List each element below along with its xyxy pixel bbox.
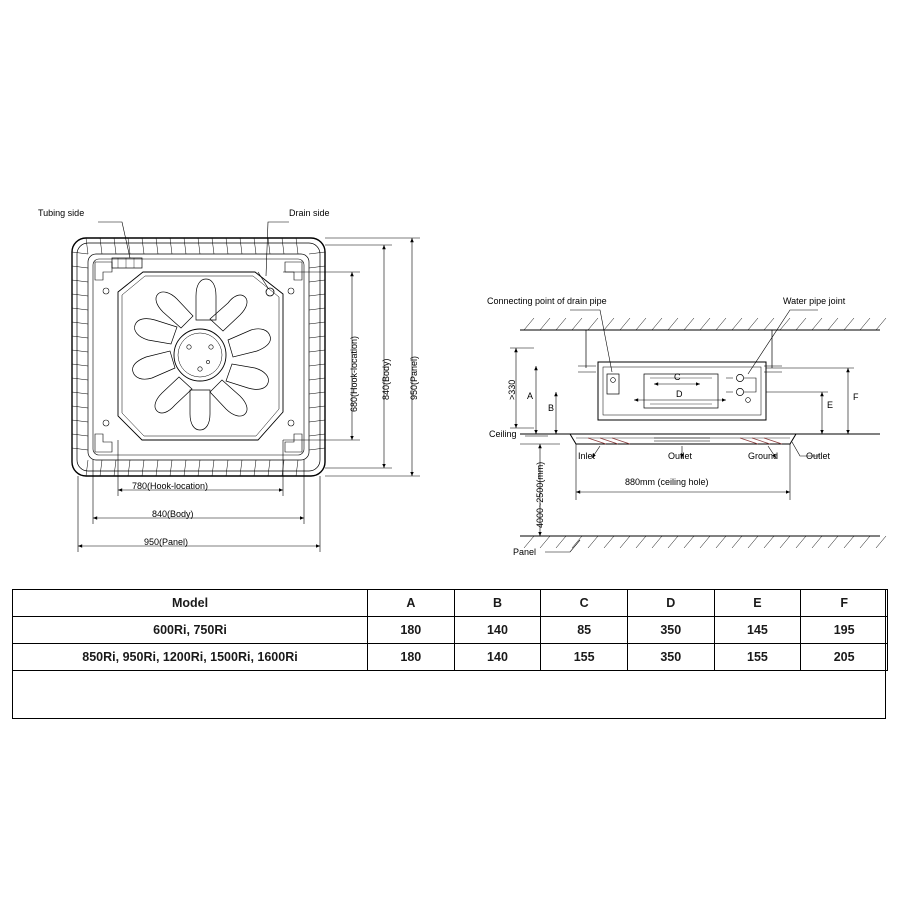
col-d: D xyxy=(627,590,714,617)
table-row xyxy=(13,617,888,644)
callout-panel: Outlet xyxy=(806,451,831,461)
plan-horizontal-dimensions xyxy=(78,440,320,552)
cell-model: 600Ri, 750Ri xyxy=(13,617,368,644)
table-row xyxy=(13,644,888,671)
callout-ceiling: Ceiling xyxy=(489,429,517,439)
callout-outlet-right: Ground xyxy=(748,451,779,461)
cell-c: 85 xyxy=(541,617,628,644)
dim-min-ceiling-height: >330 xyxy=(507,379,517,400)
dim-hook-location-horizontal: 780(Hook-location) xyxy=(132,481,209,491)
cell-d: 350 xyxy=(627,617,714,644)
panel-plan-view xyxy=(72,222,325,476)
cell-e: 155 xyxy=(714,644,801,671)
callout-tubing-side: Tubing side xyxy=(38,208,85,218)
dim-c-label: C xyxy=(674,372,681,382)
cell-c: 155 xyxy=(541,644,628,671)
callout-drain-pipe-point: Connecting point of drain pipe xyxy=(487,296,607,306)
dim-body-vertical: 840(Body) xyxy=(381,358,391,400)
section-elevation-view xyxy=(507,310,886,552)
cell-f: 205 xyxy=(801,644,888,671)
dim-hook-location-vertical: 680(Hook-location) xyxy=(349,335,359,412)
col-e: E xyxy=(714,590,801,617)
dim-a-label: A xyxy=(527,391,534,401)
dim-e-label: E xyxy=(827,400,834,410)
callout-outlet-left: Inlet xyxy=(578,451,596,461)
cell-b: 140 xyxy=(454,644,541,671)
col-c: C xyxy=(541,590,628,617)
dim-f-label: F xyxy=(853,392,859,402)
cell-f: 195 xyxy=(801,617,888,644)
model-dimension-table xyxy=(12,589,888,671)
table-header-row xyxy=(13,590,888,617)
col-model: Model xyxy=(13,590,368,617)
cell-e: 145 xyxy=(714,617,801,644)
col-b: B xyxy=(454,590,541,617)
col-f: F xyxy=(801,590,888,617)
dim-body-horizontal: 840(Body) xyxy=(152,509,194,519)
dim-ceiling-hole: 880mm (ceiling hole) xyxy=(625,477,709,487)
dim-b-label: B xyxy=(548,403,555,413)
cell-a: 180 xyxy=(368,644,455,671)
cell-model: 850Ri, 950Ri, 1200Ri, 1500Ri, 1600Ri xyxy=(13,644,368,671)
callout-drain-side: Drain side xyxy=(289,208,330,218)
callout-inlet: Outlet xyxy=(668,451,693,461)
dim-panel-vertical: 950(Panel) xyxy=(409,355,419,400)
callout-ground: Panel xyxy=(513,547,537,557)
cell-d: 350 xyxy=(627,644,714,671)
cell-b: 140 xyxy=(454,617,541,644)
col-a: A xyxy=(368,590,455,617)
cell-a: 180 xyxy=(368,617,455,644)
callout-water-pipe-joint: Water pipe joint xyxy=(783,296,846,306)
dim-floor-to-ceiling: 4000~2500(mm) xyxy=(535,461,545,528)
dim-panel-horizontal: 950(Panel) xyxy=(144,537,189,547)
dim-d-label: D xyxy=(676,389,683,399)
